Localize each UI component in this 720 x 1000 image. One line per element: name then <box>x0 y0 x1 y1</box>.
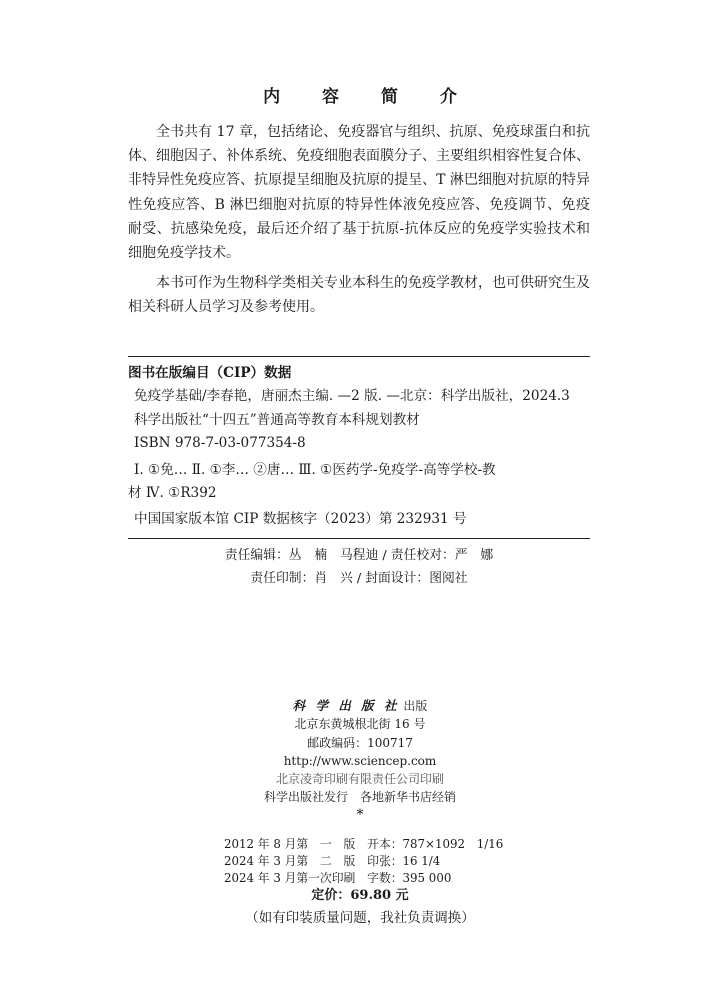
printer-line: 北京凌奇印刷有限责任公司印刷 <box>275 772 444 787</box>
publisher-website: http://www.sciencep.com <box>283 753 437 768</box>
cip-isbn-line: ISBN 978-7-03-077354-8 <box>134 435 306 452</box>
publisher-name: 科 学 出 版 社 <box>292 698 400 713</box>
edition-line-1: 2012 年 8 月第 一 版 开本：787×1092 1/16 <box>224 837 504 851</box>
quality-notice: （如有印装质量问题，我社负责调换） <box>245 910 475 926</box>
page-title: 内 容 简 介 <box>263 87 475 107</box>
edition-line-2: 2024 年 3 月第 二 版 印张：16 1/4 <box>224 854 441 869</box>
edition-info <box>224 836 544 888</box>
cip-data-block <box>128 356 590 539</box>
price: 定价：69.80 元 <box>311 888 409 903</box>
edition-line-3: 2024 年 3 月第一次印刷 字数：395 000 <box>224 871 452 886</box>
cip-classification-line-2: 材 Ⅳ. ①R392 <box>128 485 217 502</box>
cip-series-line: 科学出版社“十四五”普通高等教育本科规划教材 <box>134 411 420 428</box>
publisher-line <box>0 697 720 715</box>
cip-title-line: 免疫学基础/李春艳，唐丽杰主编. —2 版. —北京：科学出版社，2024.3 <box>134 388 570 405</box>
staff-line-production: 责任印制：肖 兴 / 封面设计：图阅社 <box>250 570 468 586</box>
content-summary <box>128 120 590 326</box>
distribution-line: 科学出版社发行 各地新华书店经销 <box>263 790 456 805</box>
staff-line-editors: 责任编辑：丛 楠 马程迪 / 责任校对：严 娜 <box>224 548 494 563</box>
publisher-address: 北京东黄城根北街 16 号 <box>294 717 426 732</box>
cip-heading: 图书在版编目（CIP）数据 <box>128 365 292 381</box>
summary-paragraph-2: 本书可作为生物科学类相关专业本科生的免疫学教材，也可供研究生及相关科研人员学习及参考使用。 <box>128 275 590 316</box>
publisher-postcode: 邮政编码：100717 <box>307 735 413 750</box>
cip-record-number: 中国国家版本馆 CIP 数据核字（2023）第 232931 号 <box>134 511 467 528</box>
editorial-staff <box>128 545 590 590</box>
summary-paragraph-1: 全书共有 17 章，包括绪论、免疫器官与组织、抗原、免疫球蛋白和抗体、细胞因子、补体系统、免疫细胞表面膜分子、主要组织相容性复合体、非特异性免疫应答、抗原提呈细胞及抗原的提呈、T 淋巴细胞对抗原的特异性免疫应答、B 淋巴细胞对抗原的特异性体液免疫应答、免疫调节、免疫耐受、抗感染免疫，最后还介绍了基于抗原-抗体反应的免疫学实验技术和细胞免疫学技术。 <box>128 124 590 262</box>
cip-classification-line-1: Ⅰ. ①免… Ⅱ. ①李… ②唐… Ⅲ. ①医药学-免疫学-高等学校-教 <box>134 461 496 478</box>
publisher-suffix: 出版 <box>399 699 428 713</box>
separator-star: * <box>356 806 364 823</box>
publisher-info <box>0 697 720 823</box>
